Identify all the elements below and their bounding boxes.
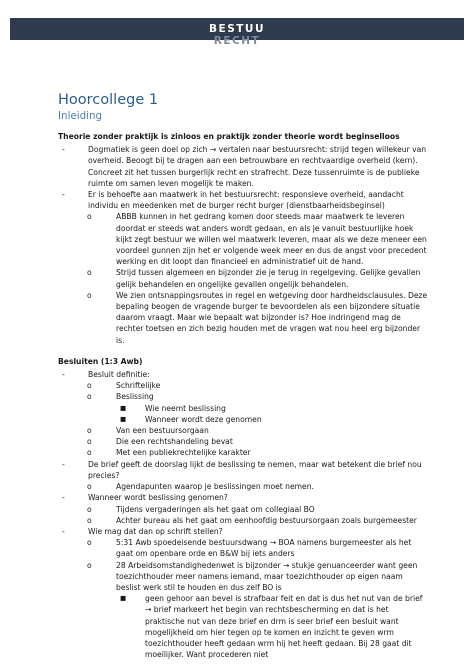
bullet-marker: ■ [120, 594, 127, 603]
bullet-marker: o [87, 268, 92, 278]
list-item-text: Tijdens vergaderingen als het gaat om collegiaal BO [116, 504, 315, 514]
bullet-marker: - [62, 145, 65, 155]
section-list-besluiten [58, 369, 428, 660]
section-list-theorie [58, 144, 428, 346]
bullet-marker: - [62, 526, 65, 536]
list-item-text: Beslissing [116, 392, 154, 402]
bullet-marker: ■ [120, 403, 127, 412]
banner-title: BESTUU [209, 23, 265, 35]
list-item-text: Met een publiekrechtelijke karakter [116, 448, 251, 458]
list-item-level-2 [58, 537, 428, 559]
list-item-text: 5:31 Awb spoedeisende bestuursdwang → BOA namens burgemeester als het gaat om openbare orde en B&W bij iets anders [116, 538, 412, 559]
list-item-level-2 [58, 436, 428, 447]
list-item-text: Achter bureau als het gaat om eenhoofdig bestuursorgaan zoals burgemeester [116, 515, 417, 525]
section-heading-besluiten: Besluiten (1:3 Awb) [58, 356, 143, 366]
bullet-marker: o [87, 426, 92, 436]
list-item-level-2 [58, 380, 428, 391]
bullet-marker: - [62, 370, 65, 380]
list-item-text: Schriftelijke [116, 381, 161, 391]
bullet-marker: - [62, 190, 65, 200]
list-item-text: We zien ontsnappingsroutes in regel en wetgeving door hardheidsclausules. Deze bepaling beogen de vragende burger te bevoordelen als een bijzondere situatie daarom vraagt. Maar wie bepaalt wat bijzonder is? Hoe indringend mag de rechter toetsen en zich bezig houden met de vragen wat nou heel erg bijzonder is. [116, 290, 428, 345]
list-item-text: Die een rechtshandeling bevat [116, 437, 233, 447]
document-page [58, 92, 428, 660]
bullet-marker: o [87, 290, 92, 300]
list-item-text: Besluit definitie: [88, 370, 150, 380]
bullet-marker: o [87, 448, 92, 458]
bullet-marker: - [62, 459, 65, 469]
bullet-marker: o [87, 381, 92, 391]
bullet-marker: o [87, 515, 92, 525]
list-item-text: Agendapunten waarop je beslissingen moet nemen. [116, 482, 314, 492]
list-item-text: Dogmatiek is geen doel op zich → vertalen naar bestuursrecht: strijd tegen willekeur van overheid. Beoogt bij te dragen aan een betrouwbare en rechtvaardige overheid (kern). Concreet zit het tussen burgerlijk recht en strafrecht. Deze tussenruimte is de publieke ruimte om samen leven mogelijk te maken. [88, 145, 427, 188]
list-item-level-2 [58, 391, 428, 402]
list-item-text: Strijd tussen algemeen en bijzonder zie je terug in regelgeving. Gelijke gevallen gelijk behandelen en ongelijke gevallen ongelijk behandelen. [116, 268, 421, 289]
section-heading-theorie: Theorie zonder praktijk is zinloos en praktijk zonder theorie wordt beginselloos [58, 132, 400, 141]
list-item-text: geen gehoor aan bevel is strafbaar feit en dat is dus het nut van de brief → brief markeert het begin van rechtsbescherming en dat is het praktische nut van deze brief en drm is seer brief een besluit want mogelijkheid om hier tegen op te komen en inzicht te geven wrm toezichthouder heeft gedaan wrm hij het heeft gedaan. Bij 28 gaat dit moeilijker. Want procederen niet [145, 594, 423, 660]
list-item-text: Wanneer wordt deze genomen [145, 414, 262, 424]
list-item-level-3 [58, 414, 428, 425]
bullet-marker: o [87, 392, 92, 402]
list-item-text: Wie mag dat dan op schrift stellen? [88, 526, 223, 536]
list-item-level-2 [58, 425, 428, 436]
document-banner [10, 18, 464, 47]
document-subtitle: Inleiding [58, 110, 103, 122]
list-item-text: Wie neemt beslissing [145, 403, 226, 413]
bullet-marker: ■ [120, 414, 127, 423]
list-item-level-1 [58, 369, 428, 380]
list-item-level-2 [58, 211, 428, 267]
list-item-level-3 [58, 593, 428, 660]
list-item-level-2 [58, 447, 428, 458]
list-item-level-1 [58, 189, 428, 211]
list-item-level-2 [58, 290, 428, 346]
document-title: Hoorcollege 1 [58, 92, 159, 108]
list-item-level-3 [58, 403, 428, 414]
list-item-text: ABBB kunnen in het gedrang komen door steeds maar maatwerk te leveren doordat er steeds wat anders wordt gedaan, en als je vanuit bestuurlijke hoek kijkt zegt bestuur we willen wel maatwerk leveren, maar als we deze meneer een voordeel gunnen zijn het er volgende week meer en dus de angst voor precedent werking en dit loopt dan financieel en administratief uit de hand. [116, 212, 427, 267]
banner-ghost-text: RECHT [213, 35, 261, 47]
list-item-text: Wanneer wordt beslissing genomen? [88, 493, 228, 503]
list-item-level-2 [58, 481, 428, 492]
bullet-marker: o [87, 538, 92, 548]
list-item-text: De brief geeft de doorslag lijkt de beslissing te nemen, maar wat betekent die brief nou precies? [88, 459, 422, 480]
list-item-level-2 [58, 560, 428, 594]
list-item-level-1 [58, 144, 428, 189]
list-item-level-2 [58, 267, 428, 289]
list-item-text: 28 Arbeidsomstandighedenwet is bijzonder → stukje genuanceerder want geen toezichthouder meer namens iemand, maar toezichthouder op eigen naam beslist werk stil te houden en dus zelf BO is [116, 560, 418, 592]
bullet-marker: o [87, 560, 92, 570]
list-item-level-1 [58, 526, 428, 537]
list-item-level-2 [58, 515, 428, 526]
list-item-level-1 [58, 492, 428, 503]
list-item-level-1 [58, 459, 428, 481]
bullet-marker: - [62, 493, 65, 503]
bullet-marker: o [87, 437, 92, 447]
bullet-marker: o [87, 482, 92, 492]
bullet-marker: o [87, 212, 92, 222]
list-item-text: Er is behoefte aan maatwerk in het bestuursrecht: responsieve overheid, aandacht individu en meedenken met de burger recht burger (dienstbaarheidsbeginsel) [88, 190, 404, 211]
bullet-marker: o [87, 504, 92, 514]
list-item-text: Van een bestuursorgaan [116, 426, 209, 436]
list-item-level-2 [58, 504, 428, 515]
